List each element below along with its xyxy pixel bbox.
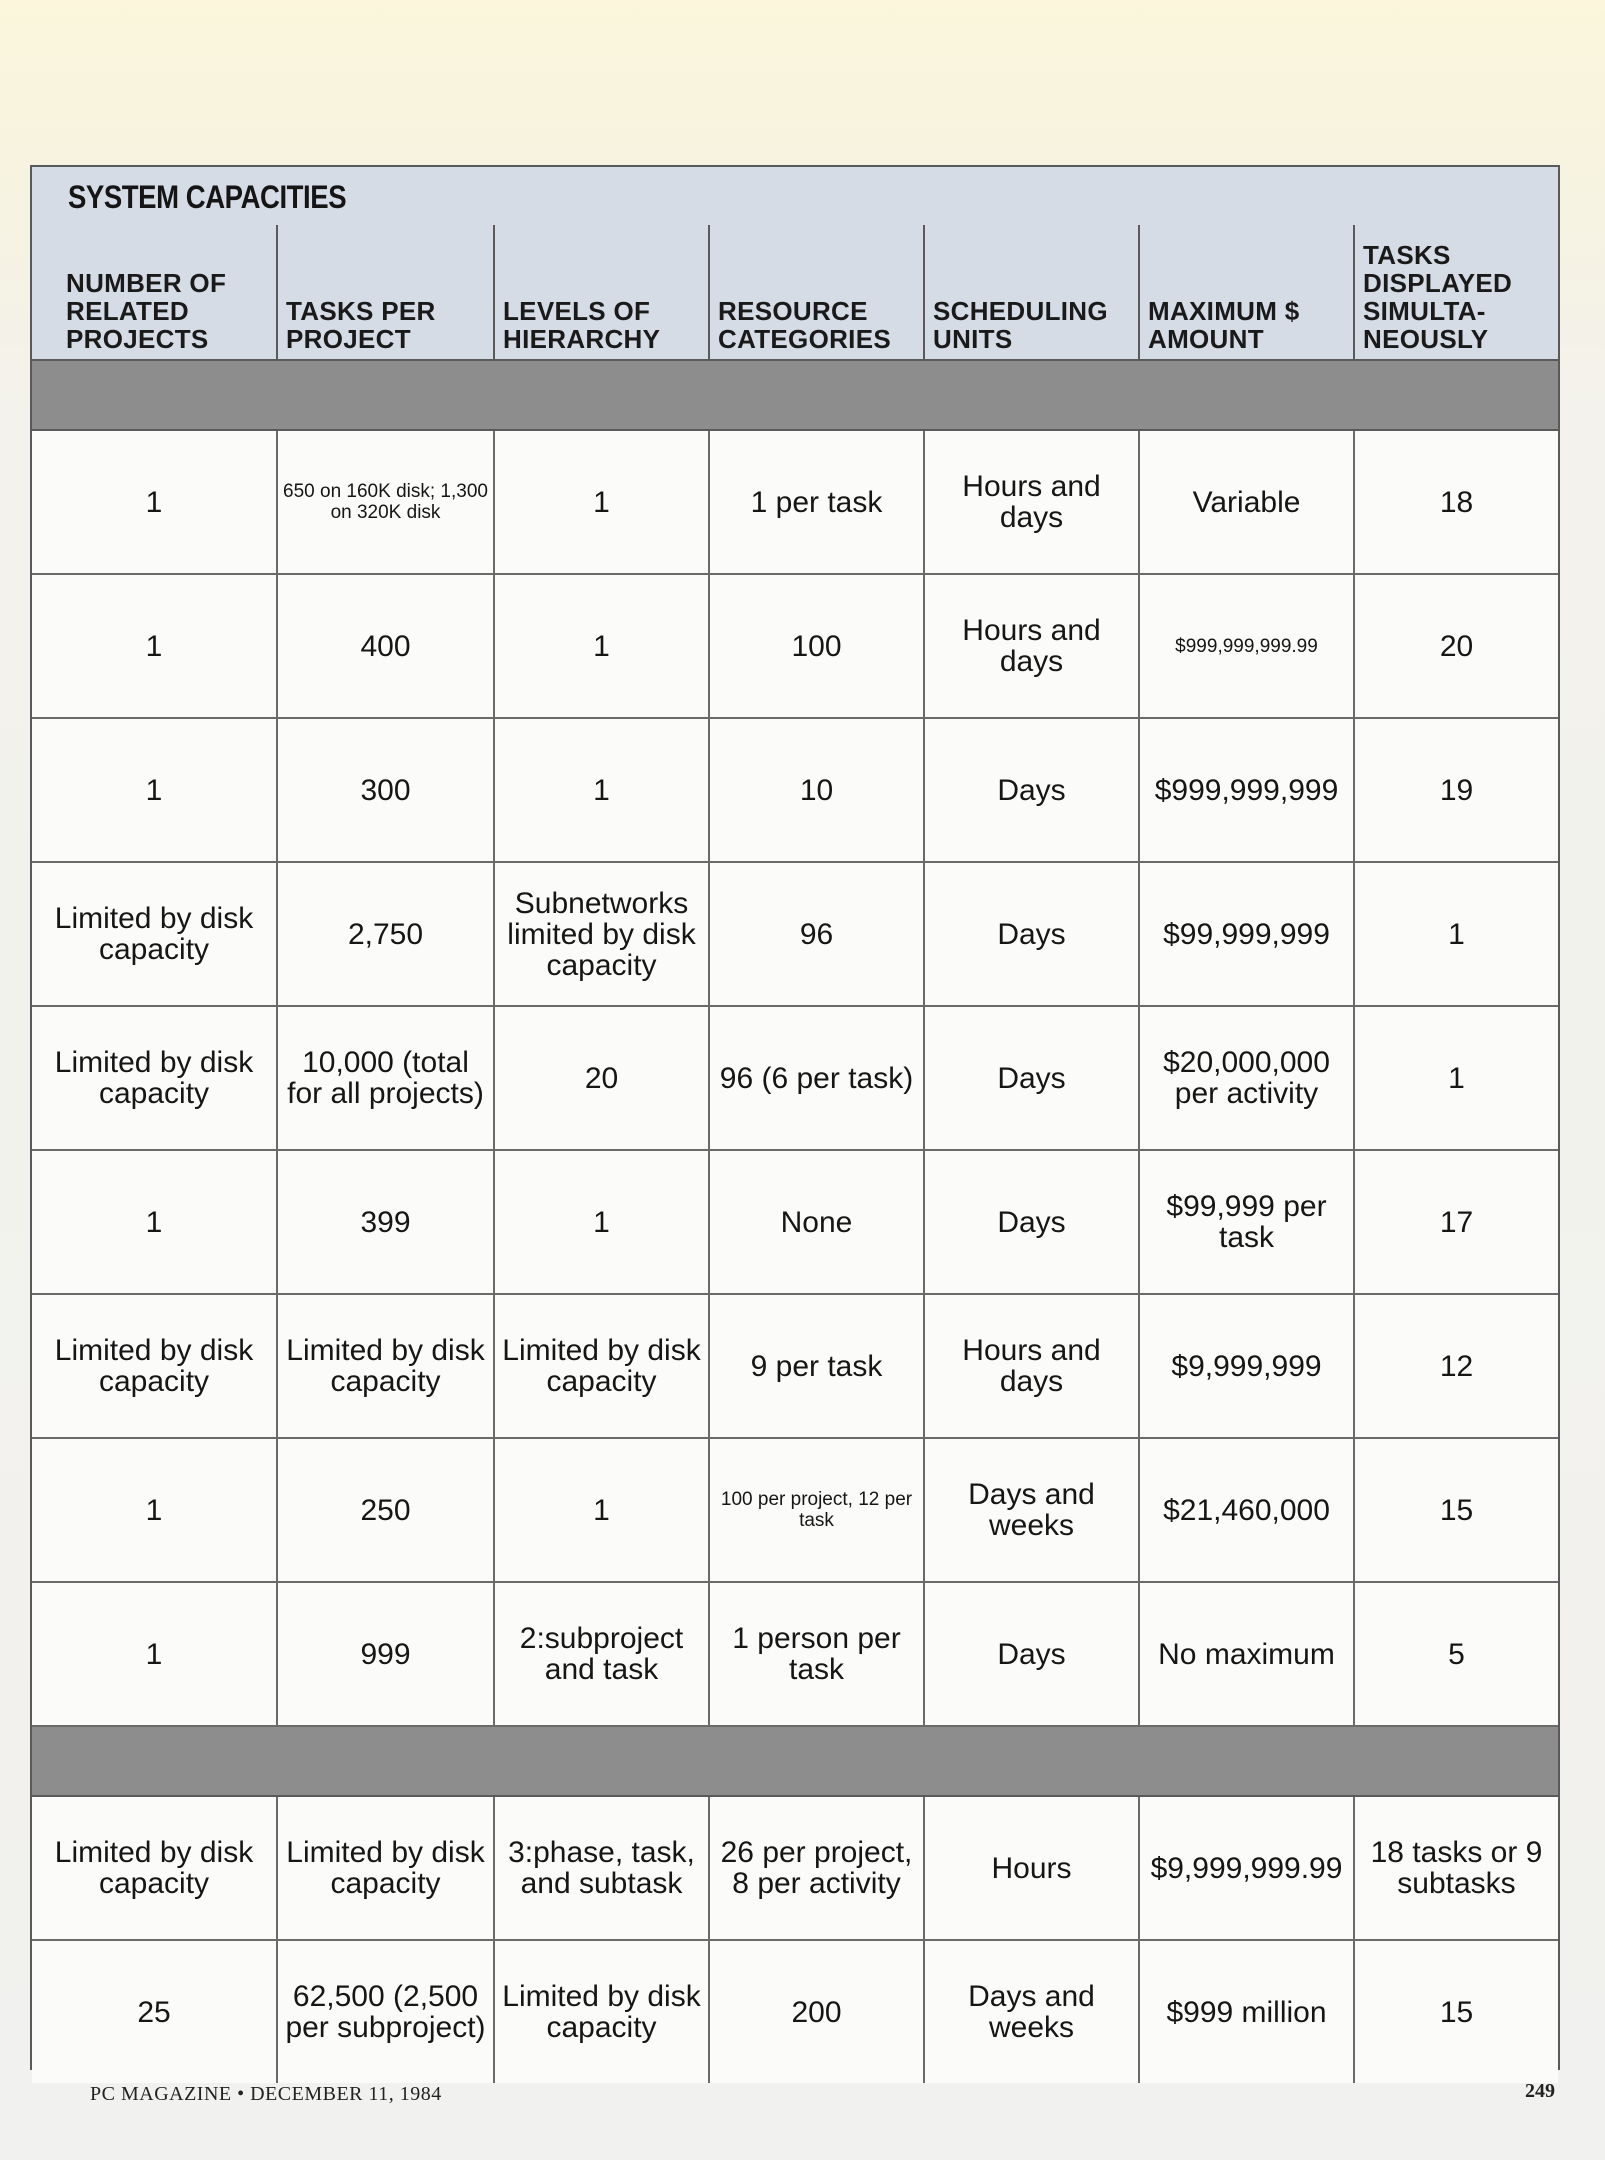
cell-scheduling-units: Hours: [924, 1796, 1139, 1940]
cell-levels-of-hierarchy: Subnetworks limited by disk capacity: [494, 862, 709, 1006]
table-row: [32, 718, 1558, 862]
table-row: [32, 1150, 1558, 1294]
cell-tasks-displayed: 18: [1354, 430, 1558, 574]
cell-maximum-amount: No maximum: [1139, 1582, 1354, 1726]
header-row: [32, 225, 1558, 360]
section-band-b-fill: [32, 1726, 1558, 1796]
cell-maximum-amount: $20,000,000 per activity: [1139, 1006, 1354, 1150]
cell-scheduling-units: Days: [924, 862, 1139, 1006]
section-band-a: [32, 360, 1558, 430]
cell-levels-of-hierarchy: Limited by disk capacity: [494, 1294, 709, 1438]
col-header-resource-categories: RESOURCE CATEGORIES: [709, 225, 924, 360]
cell-related-projects: 1: [32, 1150, 277, 1294]
cell-scheduling-units: Days and weeks: [924, 1438, 1139, 1582]
cell-related-projects: Limited by disk capacity: [32, 1006, 277, 1150]
cell-levels-of-hierarchy: 1: [494, 1438, 709, 1582]
cell-related-projects: Limited by disk capacity: [32, 862, 277, 1006]
cell-scheduling-units: Days: [924, 1150, 1139, 1294]
cell-resource-categories: 9 per task: [709, 1294, 924, 1438]
cell-related-projects: Limited by disk capacity: [32, 1294, 277, 1438]
cell-resource-categories: 26 per project, 8 per activity: [709, 1796, 924, 1940]
cell-levels-of-hierarchy: 1: [494, 430, 709, 574]
table-row: [32, 574, 1558, 718]
cell-scheduling-units: Days: [924, 718, 1139, 862]
cell-maximum-amount: Variable: [1139, 430, 1354, 574]
cell-tasks-per-project: 2,750: [277, 862, 494, 1006]
table-title-bar: [32, 167, 1558, 227]
section-band-b: [32, 1726, 1558, 1796]
col-header-tasks-displayed: TASKS DISPLAYED SIMULTA- NEOUSLY: [1354, 225, 1558, 360]
cell-maximum-amount: $21,460,000: [1139, 1438, 1354, 1582]
cell-tasks-per-project: Limited by disk capacity: [277, 1796, 494, 1940]
cell-tasks-displayed: 1: [1354, 1006, 1558, 1150]
cell-scheduling-units: Days: [924, 1582, 1139, 1726]
cell-levels-of-hierarchy: 1: [494, 574, 709, 718]
cell-levels-of-hierarchy: 20: [494, 1006, 709, 1150]
cell-resource-categories: 1 per task: [709, 430, 924, 574]
col-header-scheduling-units: SCHEDULING UNITS: [924, 225, 1139, 360]
table-row: [32, 1438, 1558, 1582]
cell-tasks-displayed: 17: [1354, 1150, 1558, 1294]
cell-tasks-displayed: 15: [1354, 1940, 1558, 2083]
cell-tasks-displayed: 1: [1354, 862, 1558, 1006]
cell-resource-categories: 100 per project, 12 per task: [709, 1438, 924, 1582]
cell-levels-of-hierarchy: 2:subproject and task: [494, 1582, 709, 1726]
cell-tasks-displayed: 19: [1354, 718, 1558, 862]
cell-scheduling-units: Days and weeks: [924, 1940, 1139, 2083]
col-header-maximum-amount: MAXIMUM $ AMOUNT: [1139, 225, 1354, 360]
cell-maximum-amount: $9,999,999.99: [1139, 1796, 1354, 1940]
cell-tasks-per-project: 999: [277, 1582, 494, 1726]
cell-related-projects: 1: [32, 574, 277, 718]
cell-scheduling-units: Days: [924, 1006, 1139, 1150]
page-number: 249: [1525, 2080, 1555, 2102]
cell-tasks-per-project: 650 on 160K disk; 1,300 on 320K disk: [277, 430, 494, 574]
cell-tasks-per-project: 250: [277, 1438, 494, 1582]
table-row: [32, 862, 1558, 1006]
table-row: [32, 1294, 1558, 1438]
cell-scheduling-units: Hours and days: [924, 1294, 1139, 1438]
cell-tasks-per-project: 399: [277, 1150, 494, 1294]
cell-resource-categories: 10: [709, 718, 924, 862]
cell-tasks-per-project: 10,000 (total for all projects): [277, 1006, 494, 1150]
cell-scheduling-units: Hours and days: [924, 430, 1139, 574]
cell-resource-categories: None: [709, 1150, 924, 1294]
cell-tasks-per-project: 400: [277, 574, 494, 718]
cell-related-projects: 1: [32, 1582, 277, 1726]
cell-related-projects: 25: [32, 1940, 277, 2083]
cell-tasks-displayed: 5: [1354, 1582, 1558, 1726]
system-capacities-table-panel: [30, 165, 1560, 2070]
cell-maximum-amount: $99,999 per task: [1139, 1150, 1354, 1294]
cell-levels-of-hierarchy: 1: [494, 1150, 709, 1294]
cell-tasks-per-project: Limited by disk capacity: [277, 1294, 494, 1438]
cell-resource-categories: 96 (6 per task): [709, 1006, 924, 1150]
cell-levels-of-hierarchy: 1: [494, 718, 709, 862]
cell-resource-categories: 200: [709, 1940, 924, 2083]
cell-maximum-amount: $999,999,999: [1139, 718, 1354, 862]
cell-resource-categories: 1 person per task: [709, 1582, 924, 1726]
cell-maximum-amount: $999,999,999.99: [1139, 574, 1354, 718]
table-row: [32, 1582, 1558, 1726]
table-row: [32, 1940, 1558, 2083]
cell-related-projects: 1: [32, 718, 277, 862]
table-row: [32, 1796, 1558, 1940]
cell-related-projects: 1: [32, 1438, 277, 1582]
cell-resource-categories: 100: [709, 574, 924, 718]
col-header-tasks-per-project: TASKS PER PROJECT: [277, 225, 494, 360]
table-row: [32, 430, 1558, 574]
cell-maximum-amount: $99,999,999: [1139, 862, 1354, 1006]
cell-resource-categories: 96: [709, 862, 924, 1006]
section-band-a-fill: [32, 360, 1558, 430]
cell-levels-of-hierarchy: 3:phase, task, and subtask: [494, 1796, 709, 1940]
cell-tasks-per-project: 300: [277, 718, 494, 862]
cell-tasks-displayed: 18 tasks or 9 subtasks: [1354, 1796, 1558, 1940]
cell-related-projects: Limited by disk capacity: [32, 1796, 277, 1940]
cell-maximum-amount: $9,999,999: [1139, 1294, 1354, 1438]
col-header-related-projects: NUMBER OF RELATED PROJECTS: [32, 225, 277, 360]
capacities-table: [32, 225, 1558, 2083]
publication-footer: PC MAGAZINE • DECEMBER 11, 1984: [90, 2083, 442, 2105]
table-row: [32, 1006, 1558, 1150]
cell-scheduling-units: Hours and days: [924, 574, 1139, 718]
cell-maximum-amount: $999 million: [1139, 1940, 1354, 2083]
col-header-levels-of-hierarchy: LEVELS OF HIERARCHY: [494, 225, 709, 360]
cell-levels-of-hierarchy: Limited by disk capacity: [494, 1940, 709, 2083]
cell-tasks-displayed: 12: [1354, 1294, 1558, 1438]
table-title: SYSTEM CAPACITIES: [68, 179, 347, 215]
cell-tasks-displayed: 20: [1354, 574, 1558, 718]
cell-tasks-per-project: 62,500 (2,500 per subproject): [277, 1940, 494, 2083]
cell-tasks-displayed: 15: [1354, 1438, 1558, 1582]
cell-related-projects: 1: [32, 430, 277, 574]
